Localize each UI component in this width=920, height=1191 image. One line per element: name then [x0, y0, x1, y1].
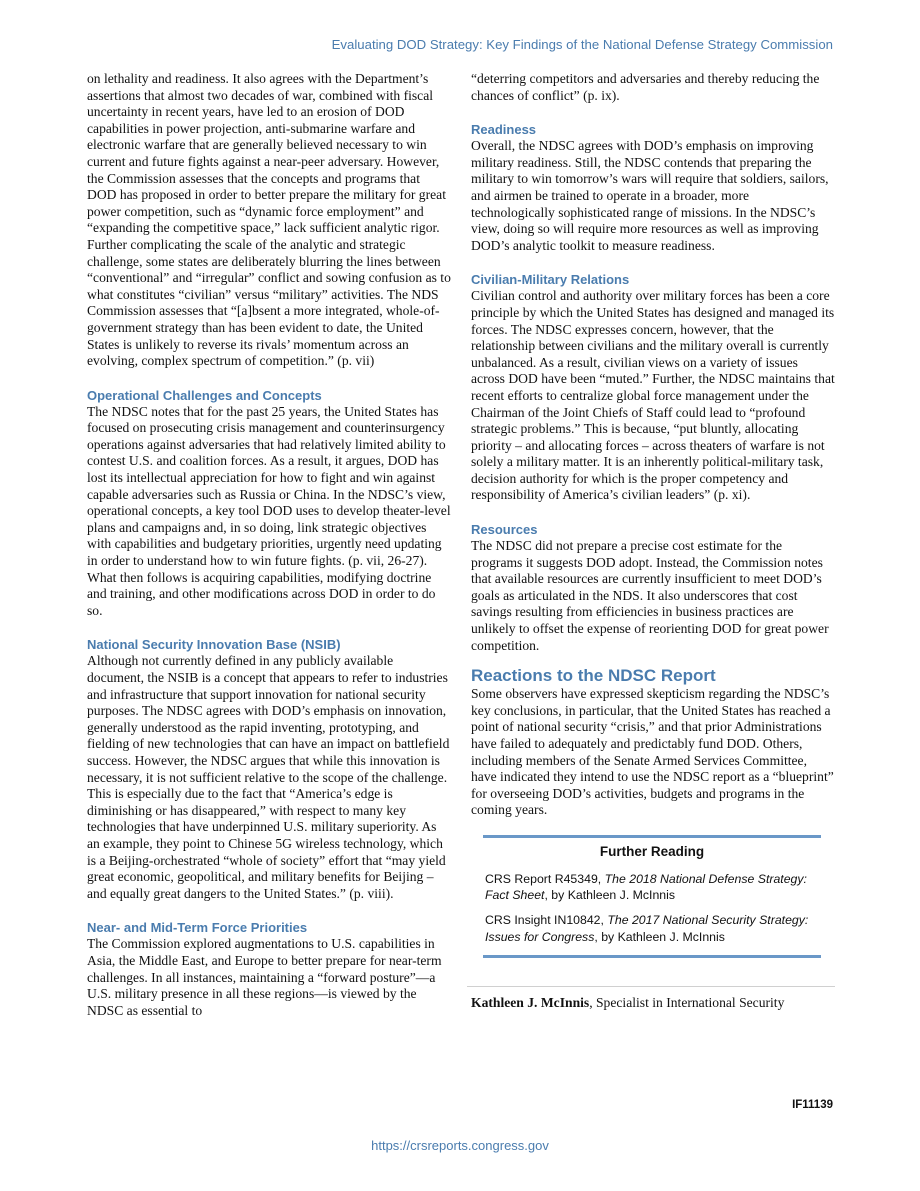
author-line — [471, 995, 835, 1012]
right-column — [471, 71, 835, 1011]
paragraph-readiness: Overall, the NDSC agrees with DOD’s emphasis on improving military readiness. Still, the NDSC contends that preparing the military to win tomorrow’s wars will require that soldiers, sailors, and airmen be trained to operate in a broader, more technologically sophisticated range of missions. In the NDSC’s view, doing so will require more resources as well as improving DOD’s analytic toolkit to measure readiness. — [471, 138, 829, 253]
left-column — [87, 71, 451, 1019]
further-reading-item[interactable] — [485, 871, 819, 903]
paragraph-civilian-military: Civilian control and authority over military forces has been a core principle by which the United States has designed and managed its forces. The NDSC expresses concern, however, that the relationship between civilians and the military overall is currently unbalanced. As a result, civilian views on a variety of issues across DOD have been “muted.” Further, the NDSC maintains that recent efforts to centralize global force management under the Chairman of the Joint Chiefs of Staff could lead to “profound strategic problems.” This is because, “put bluntly, allocating priority – and allocating forces – across theaters of warfare is not solely a military matter. It is an inherently political-military task, decision authority for which is the proper competency and responsibility of America’s civilian leaders” (p. xi). — [471, 288, 835, 503]
reading-prefix: CRS Insight IN10842, — [485, 913, 608, 928]
heading-resources: Resources — [471, 522, 538, 538]
paragraph-lethality: on lethality and readiness. It also agrees with the Department’s assertions that almost two decades of war, combined with fiscal uncertainty in recent years, have led to an erosion of DOD capabilities in power projection, anti-submarine warfare and electronic warfare that are generally believed necessary to win current and future fights against a near-peer adversary. However, the Commission assesses that the concepts and programs that DOD has proposed in order to better prepare the military for great power competition, such as “dynamic force employment” and “expanding the competitive space,” lack sufficient analytic rigor. Further complicating the scale of the analytic and strategic challenge, some states are deliberately blurring the lines between “conventional” and “irregular” conflict and sowing confusion as to what constitutes “civilian” versus “military” activities. The NDS Commission assesses that “[a]bsent a more integrated, whole-of-government strategy than has been evident to date, the United States is unlikely to reverse its rivals’ momentum across an evolving, complex spectrum of competition.” (p. vii) — [87, 71, 451, 369]
reading-suffix: , by Kathleen J. McInnis — [544, 888, 676, 903]
heading-civilian-military: Civilian-Military Relations — [471, 272, 630, 288]
heading-readiness: Readiness — [471, 122, 537, 138]
heading-force-priorities: Near- and Mid-Term Force Priorities — [87, 920, 308, 936]
heading-operational-challenges: Operational Challenges and Concepts — [87, 387, 322, 403]
paragraph-continuation: “deterring competitors and adversaries and thereby reducing the chances of conflict” (p. ix). — [471, 71, 820, 103]
paragraph-force-priorities: The Commission explored augmentations to U.S. capabilities in Asia, the Middle East, and Europe to better prepare for near-term challenges. In all instances, maintaining a “forward posture”—a U.S. military presence in all these regions—is viewed by the NDSC as essential to — [87, 936, 442, 1018]
author-role: , Specialist in International Security — [589, 994, 785, 1010]
further-reading-box — [483, 835, 821, 958]
author-divider — [467, 986, 835, 987]
reading-prefix: CRS Report R45349, — [485, 871, 605, 886]
paragraph-reactions: Some observers have expressed skepticism regarding the NDSC’s key conclusions, in particular, that the United States has reached a point of national security “crisis,” and that prior Administrations have failed to adequately and predictably fund DOD. Others, including members of the Senate Armed Services Committee, have indicated they intend to use the NDSC report as a “blueprint” for overseeing DOD’s activities, budgets and programs in the coming years. — [471, 686, 834, 818]
paragraph-operational-challenges: The NDSC notes that for the past 25 years, the United States has focused on prosecuting crisis management and counterinsurgency operations against adversaries that had relatively limited ability to contest U.S. and coalition forces. As a result, it argues, DOD has lost its intellectual appreciation for how to fight and win against capable adversaries such as Russia or China. In the NDSC’s view, operational concepts, a key tool DOD uses to develop theater-level plans and campaigns and, in so doing, link strategic objectives with capabilities and budgetary priorities, urgently need updating in order to understand how to win future fights. (p. vii, 26-27). What then follows is acquiring capabilities, modifying doctrine and training, and other modifications across DOD in order to do so. — [87, 403, 451, 618]
reading-suffix: , by Kathleen J. McInnis — [594, 929, 725, 944]
reading-title: The 2017 National Security Strategy: Issues for Congress — [485, 913, 809, 944]
heading-reactions: Reactions to the NDSC Report — [471, 666, 716, 686]
paragraph-nsib: Although not currently defined in any publicly available document, the NSIB is a concept that appears to refer to industries and infrastructure that support innovation for national security purposes. The NDSC agrees with DOD’s emphasis on innovation, generally understood as the rapid inventing, prototyping, and fielding of new technologies that can have an impact on battlefield success. However, the NDSC argues that while this innovation is necessary, it is not sufficient relative to the scope of the challenge. This is especially due to the fact that “America’s edge is diminishing or has disappeared,” with respect to many key technologies that have underpinned U.S. military superiority. As an example, they point to Chinese 5G wireless technology, which is a Beijing-orchestrated “whole of society” effort that “may yield great economic, geopolitical, and military benefits for Beijing – and equally great dangers to the United States.” (p. viii). — [87, 653, 450, 901]
reading-title: The 2018 National Defense Strategy: Fact Sheet — [485, 871, 807, 903]
heading-nsib: National Security Innovation Base (NSIB) — [87, 637, 341, 653]
document-id: IF11139 — [792, 1099, 833, 1111]
running-header: Evaluating DOD Strategy: Key Findings of the National Defense Strategy Commission — [331, 37, 833, 52]
author-name: Kathleen J. McInnis — [471, 994, 590, 1010]
footer-url-link[interactable]: https://crsreports.congress.gov — [371, 1138, 549, 1153]
further-reading-item[interactable] — [485, 912, 819, 944]
paragraph-resources: The NDSC did not prepare a precise cost estimate for the programs it suggests DOD adopt. Instead, the Commission notes that available resources are currently insufficient to meet DOD’s goals as articulated in the NDS. It also underscores that cost savings resulting from efficiencies in business practices are unlikely to offset the expense of reorienting DOD for great power competition. — [471, 538, 829, 653]
further-reading-title: Further Reading — [599, 843, 705, 859]
